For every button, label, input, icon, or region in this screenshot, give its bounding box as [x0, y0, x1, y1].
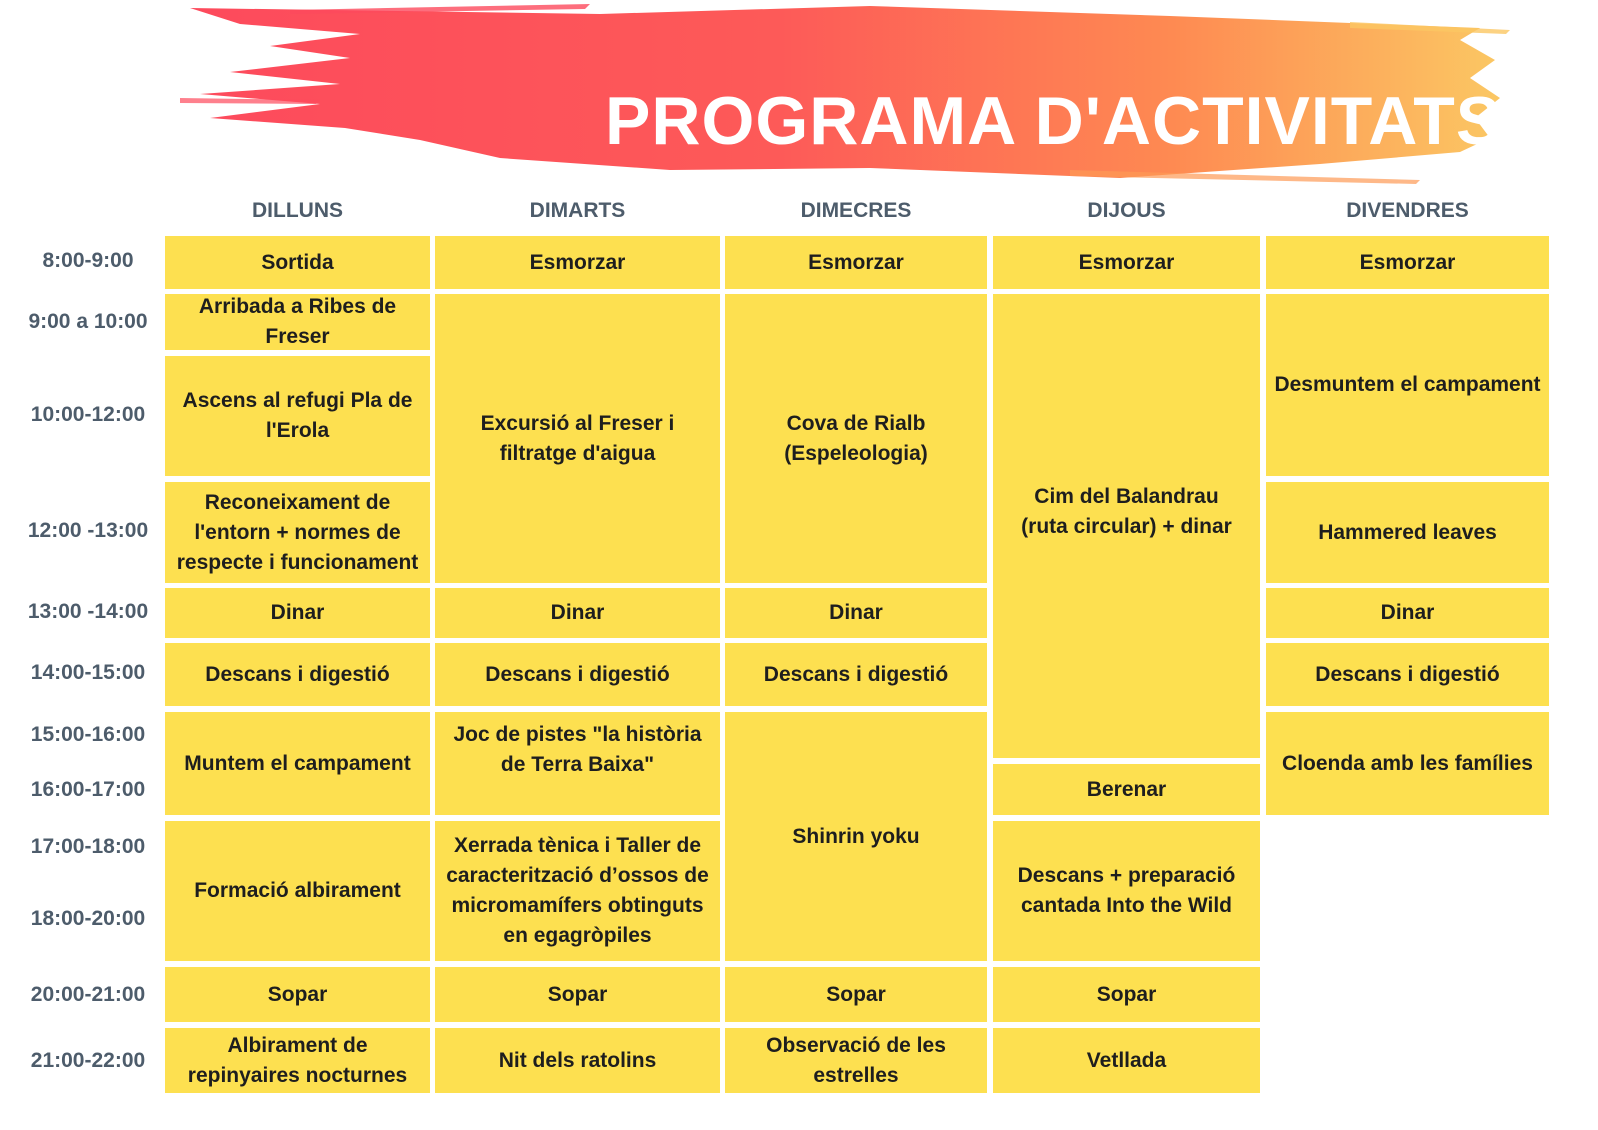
activity-cell: Sopar — [435, 967, 720, 1022]
activity-cell: Arribada a Ribes de Freser — [165, 294, 430, 350]
activity-cell: Joc de pistes "la història de Terra Baixa" — [435, 712, 720, 815]
day-header-dimecres: DIMECRES — [800, 199, 912, 222]
time-label: 15:00-16:00 — [30, 723, 146, 746]
activity-cell: Descans + preparació cantada Into the Wild — [993, 821, 1260, 961]
activity-cell: Descans i digestió — [1266, 643, 1549, 706]
time-label: 17:00-18:00 — [30, 835, 146, 858]
activity-cell: Albirament de repinyaires nocturnes — [165, 1028, 430, 1093]
activity-cell: Xerrada tènica i Taller de caracterització d’ossos de micromamífers obtinguts en egagròpiles — [435, 821, 720, 961]
time-label: 14:00-15:00 — [30, 661, 146, 684]
activity-cell: Cloenda amb les famílies — [1266, 712, 1549, 815]
activity-cell: Cim del Balandrau (ruta circular) + dinar — [993, 294, 1260, 758]
activity-cell: Cova de Rialb (Espeleologia) — [725, 294, 987, 583]
activity-cell: Descans i digestió — [725, 643, 987, 706]
activity-cell: Descans i digestió — [165, 643, 430, 706]
activity-cell: Descans i digestió — [435, 643, 720, 706]
activity-cell: Dinar — [165, 588, 430, 638]
activity-cell: Excursió al Freser i filtratge d'aigua — [435, 294, 720, 583]
activity-cell: Ascens al refugi Pla de l'Erola — [165, 356, 430, 476]
activity-cell: Sopar — [165, 967, 430, 1022]
page-title: PROGRAMA D'ACTIVITATS — [605, 83, 1503, 159]
time-label: 18:00-20:00 — [30, 907, 146, 930]
activity-cell: Shinrin yoku — [725, 712, 987, 961]
day-header-dijous: DIJOUS — [1087, 199, 1166, 222]
time-label: 13:00 -14:00 — [27, 600, 149, 623]
activity-cell: Formació albirament — [165, 821, 430, 961]
time-label: 16:00-17:00 — [30, 778, 146, 801]
activity-cell: Sopar — [725, 967, 987, 1022]
activity-cell: Esmorzar — [993, 236, 1260, 289]
activity-cell: Esmorzar — [725, 236, 987, 289]
time-label: 20:00-21:00 — [30, 983, 146, 1006]
activity-cell: Vetllada — [993, 1028, 1260, 1093]
activity-cell: Dinar — [725, 588, 987, 638]
time-label: 9:00 a 10:00 — [28, 310, 148, 333]
activity-cell: Hammered leaves — [1266, 482, 1549, 583]
day-header-dimarts: DIMARTS — [529, 199, 626, 222]
activity-cell: Muntem el campament — [165, 712, 430, 815]
time-label: 12:00 -13:00 — [27, 519, 149, 542]
activity-cell: Esmorzar — [1266, 236, 1549, 289]
activity-cell: Berenar — [993, 764, 1260, 815]
activity-cell: Nit dels ratolins — [435, 1028, 720, 1093]
activity-cell: Dinar — [435, 588, 720, 638]
activity-cell: Sortida — [165, 236, 430, 289]
time-label: 10:00-12:00 — [30, 403, 146, 426]
activity-cell: Reconeixament de l'entorn + normes de respecte i funcionament — [165, 482, 430, 583]
time-label: 8:00-9:00 — [42, 249, 134, 272]
activity-cell: Dinar — [1266, 588, 1549, 638]
day-header-dilluns: DILLUNS — [252, 199, 343, 222]
time-label: 21:00-22:00 — [30, 1049, 146, 1072]
activity-cell: Esmorzar — [435, 236, 720, 289]
activity-cell: Observació de les estrelles — [725, 1028, 987, 1093]
activity-cell: Desmuntem el campament — [1266, 294, 1549, 476]
activity-cell: Sopar — [993, 967, 1260, 1022]
day-header-divendres: DIVENDRES — [1346, 199, 1469, 222]
